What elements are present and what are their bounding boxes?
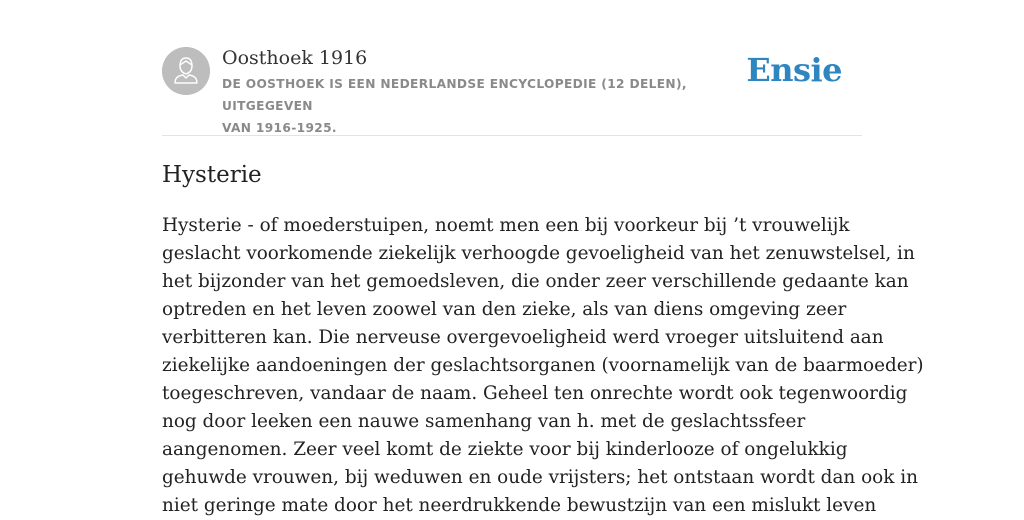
entry-body-line: niet geringe mate door het neerdrukkende bewustzijn van een mislukt leven [162,495,877,516]
entry-body-line: verbitteren kan. Die nerveuse overgevoeligheid werd vroeger uitsluitend aan [162,327,884,348]
entry-body [162,212,924,520]
source-title[interactable]: Oosthoek 1916 [222,47,368,69]
entry-body-line: Hysterie - of moederstuipen, noemt men een bij voorkeur bij ’t vrouwelijk [162,215,850,236]
entry-body-line: gehuwde vrouwen, bij weduwen en oude vrijsters; het ontstaan wordt dan ook in [162,467,918,488]
entry-body-line: aangenomen. Zeer veel komt de ziekte voor bij kinderlooze of ongelukkig [162,439,848,460]
source-description-line: DE OOSTHOEK IS EEN NEDERLANDSE ENCYCLOPEDIE (12 DELEN), UITGEGEVEN [222,77,687,113]
user-silhouette-icon [162,47,210,95]
source-header [162,46,862,135]
header-divider [162,135,862,136]
source-description [222,73,762,139]
avatar[interactable] [162,47,210,95]
entry-body-line: ziekelijke aandoeningen der geslachtsorganen (voornamelijk van de baarmoeder) [162,355,924,376]
article-page [162,0,924,516]
entry-body-line: toegeschreven, vandaar de naam. Geheel ten onrechte wordt ook tegenwoordig [162,383,908,404]
entry-body-line: nog door leeken een nauwe samenhang van h. met de geslachtssfeer [162,411,806,432]
entry-body-line: optreden en het leven zoowel van den zieke, als van diens omgeving zeer [162,299,847,320]
entry-body-line: het bijzonder van het gemoedsleven, die onder zeer verschillende gedaante kan [162,271,909,292]
source-info [222,46,762,139]
source-description-line: VAN 1916-1925. [222,121,337,135]
entry-body-line: geslacht voorkomende ziekelijk verhoogde gevoeligheid van het zenuwstelsel, in [162,243,915,264]
ensie-logo-link[interactable]: Ensie [746,51,842,89]
entry-title: Hysterie [162,162,262,188]
